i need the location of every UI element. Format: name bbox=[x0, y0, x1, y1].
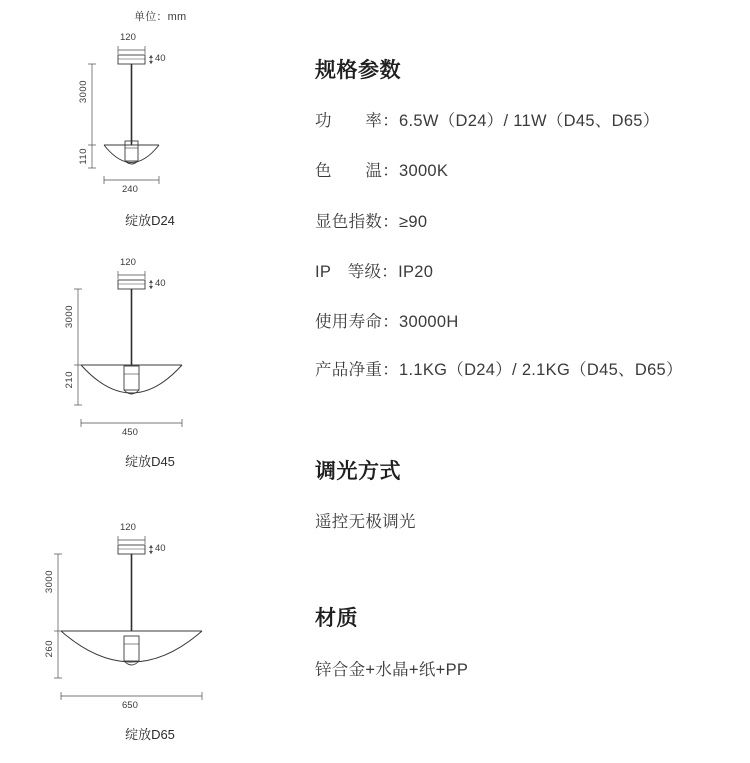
spec-key-ip: IP 等级： bbox=[315, 263, 399, 281]
diagram-d45-drawing bbox=[0, 253, 300, 468]
spec-value-weight: 1.1KG（D24）/ 2.1KG（D45、D65） bbox=[399, 361, 683, 379]
dim-canopy-height-d45: 40 bbox=[155, 278, 166, 289]
dim-shade-height-d24: 110 bbox=[78, 148, 89, 165]
dim-drop-d45: 3000 bbox=[64, 305, 75, 329]
diagram-d24 bbox=[0, 28, 300, 248]
material-section-title: 材质 bbox=[315, 607, 358, 630]
diagram-d65-drawing bbox=[0, 518, 300, 738]
spec-key-lifespan: 使用寿命： bbox=[315, 313, 399, 331]
diagram-d65 bbox=[0, 518, 300, 763]
unit-note: 单位：mm bbox=[134, 11, 187, 23]
spec-row-power bbox=[315, 107, 660, 131]
material-text: 锌合金+水晶+纸+PP bbox=[315, 661, 469, 679]
diagram-d45 bbox=[0, 253, 300, 488]
dimming-section-title: 调光方式 bbox=[315, 460, 401, 483]
spec-row-cri bbox=[315, 208, 427, 232]
spec-row-weight bbox=[315, 356, 683, 380]
dim-canopy-width-d45: 120 bbox=[120, 257, 136, 268]
spec-value-power: 6.5W（D24）/ 11W（D45、D65） bbox=[399, 112, 660, 130]
diagram-column bbox=[0, 0, 300, 763]
caption-d24: 绽放D24 bbox=[125, 213, 175, 228]
spec-value-lifespan: 30000H bbox=[399, 313, 459, 331]
dim-drop-d24: 3000 bbox=[78, 80, 89, 104]
diagram-d24-drawing bbox=[0, 28, 300, 228]
spec-key-weight: 产品净重： bbox=[315, 361, 399, 379]
dimming-text: 遥控无极调光 bbox=[315, 513, 416, 531]
spec-value-ip: IP20 bbox=[398, 263, 434, 281]
spec-section-title: 规格参数 bbox=[315, 59, 401, 82]
dim-canopy-height-d24: 40 bbox=[155, 53, 166, 64]
spec-row-ip bbox=[315, 258, 433, 282]
spec-row-color-temp bbox=[315, 157, 448, 181]
spec-key-cri: 显色指数： bbox=[315, 213, 399, 231]
dim-drop-d65: 3000 bbox=[44, 570, 55, 594]
dim-canopy-width-d24: 120 bbox=[120, 32, 136, 43]
dim-shade-height-d45: 210 bbox=[64, 371, 75, 389]
spec-key-power: 功 率： bbox=[315, 112, 399, 130]
spec-key-color-temp: 色 温： bbox=[315, 162, 399, 180]
dim-shade-width-d45: 450 bbox=[122, 427, 138, 438]
spec-row-lifespan bbox=[315, 308, 459, 332]
dim-shade-width-d24: 240 bbox=[122, 184, 138, 195]
dim-shade-width-d65: 650 bbox=[122, 700, 138, 711]
dim-canopy-width-d65: 120 bbox=[120, 522, 136, 533]
dim-canopy-height-d65: 40 bbox=[155, 543, 166, 554]
dim-shade-height-d65: 260 bbox=[44, 640, 55, 658]
spec-value-color-temp: 3000K bbox=[399, 162, 449, 180]
spec-value-cri: ≥90 bbox=[399, 213, 428, 231]
caption-d65: 绽放D65 bbox=[125, 727, 175, 742]
caption-d45: 绽放D45 bbox=[125, 454, 175, 469]
